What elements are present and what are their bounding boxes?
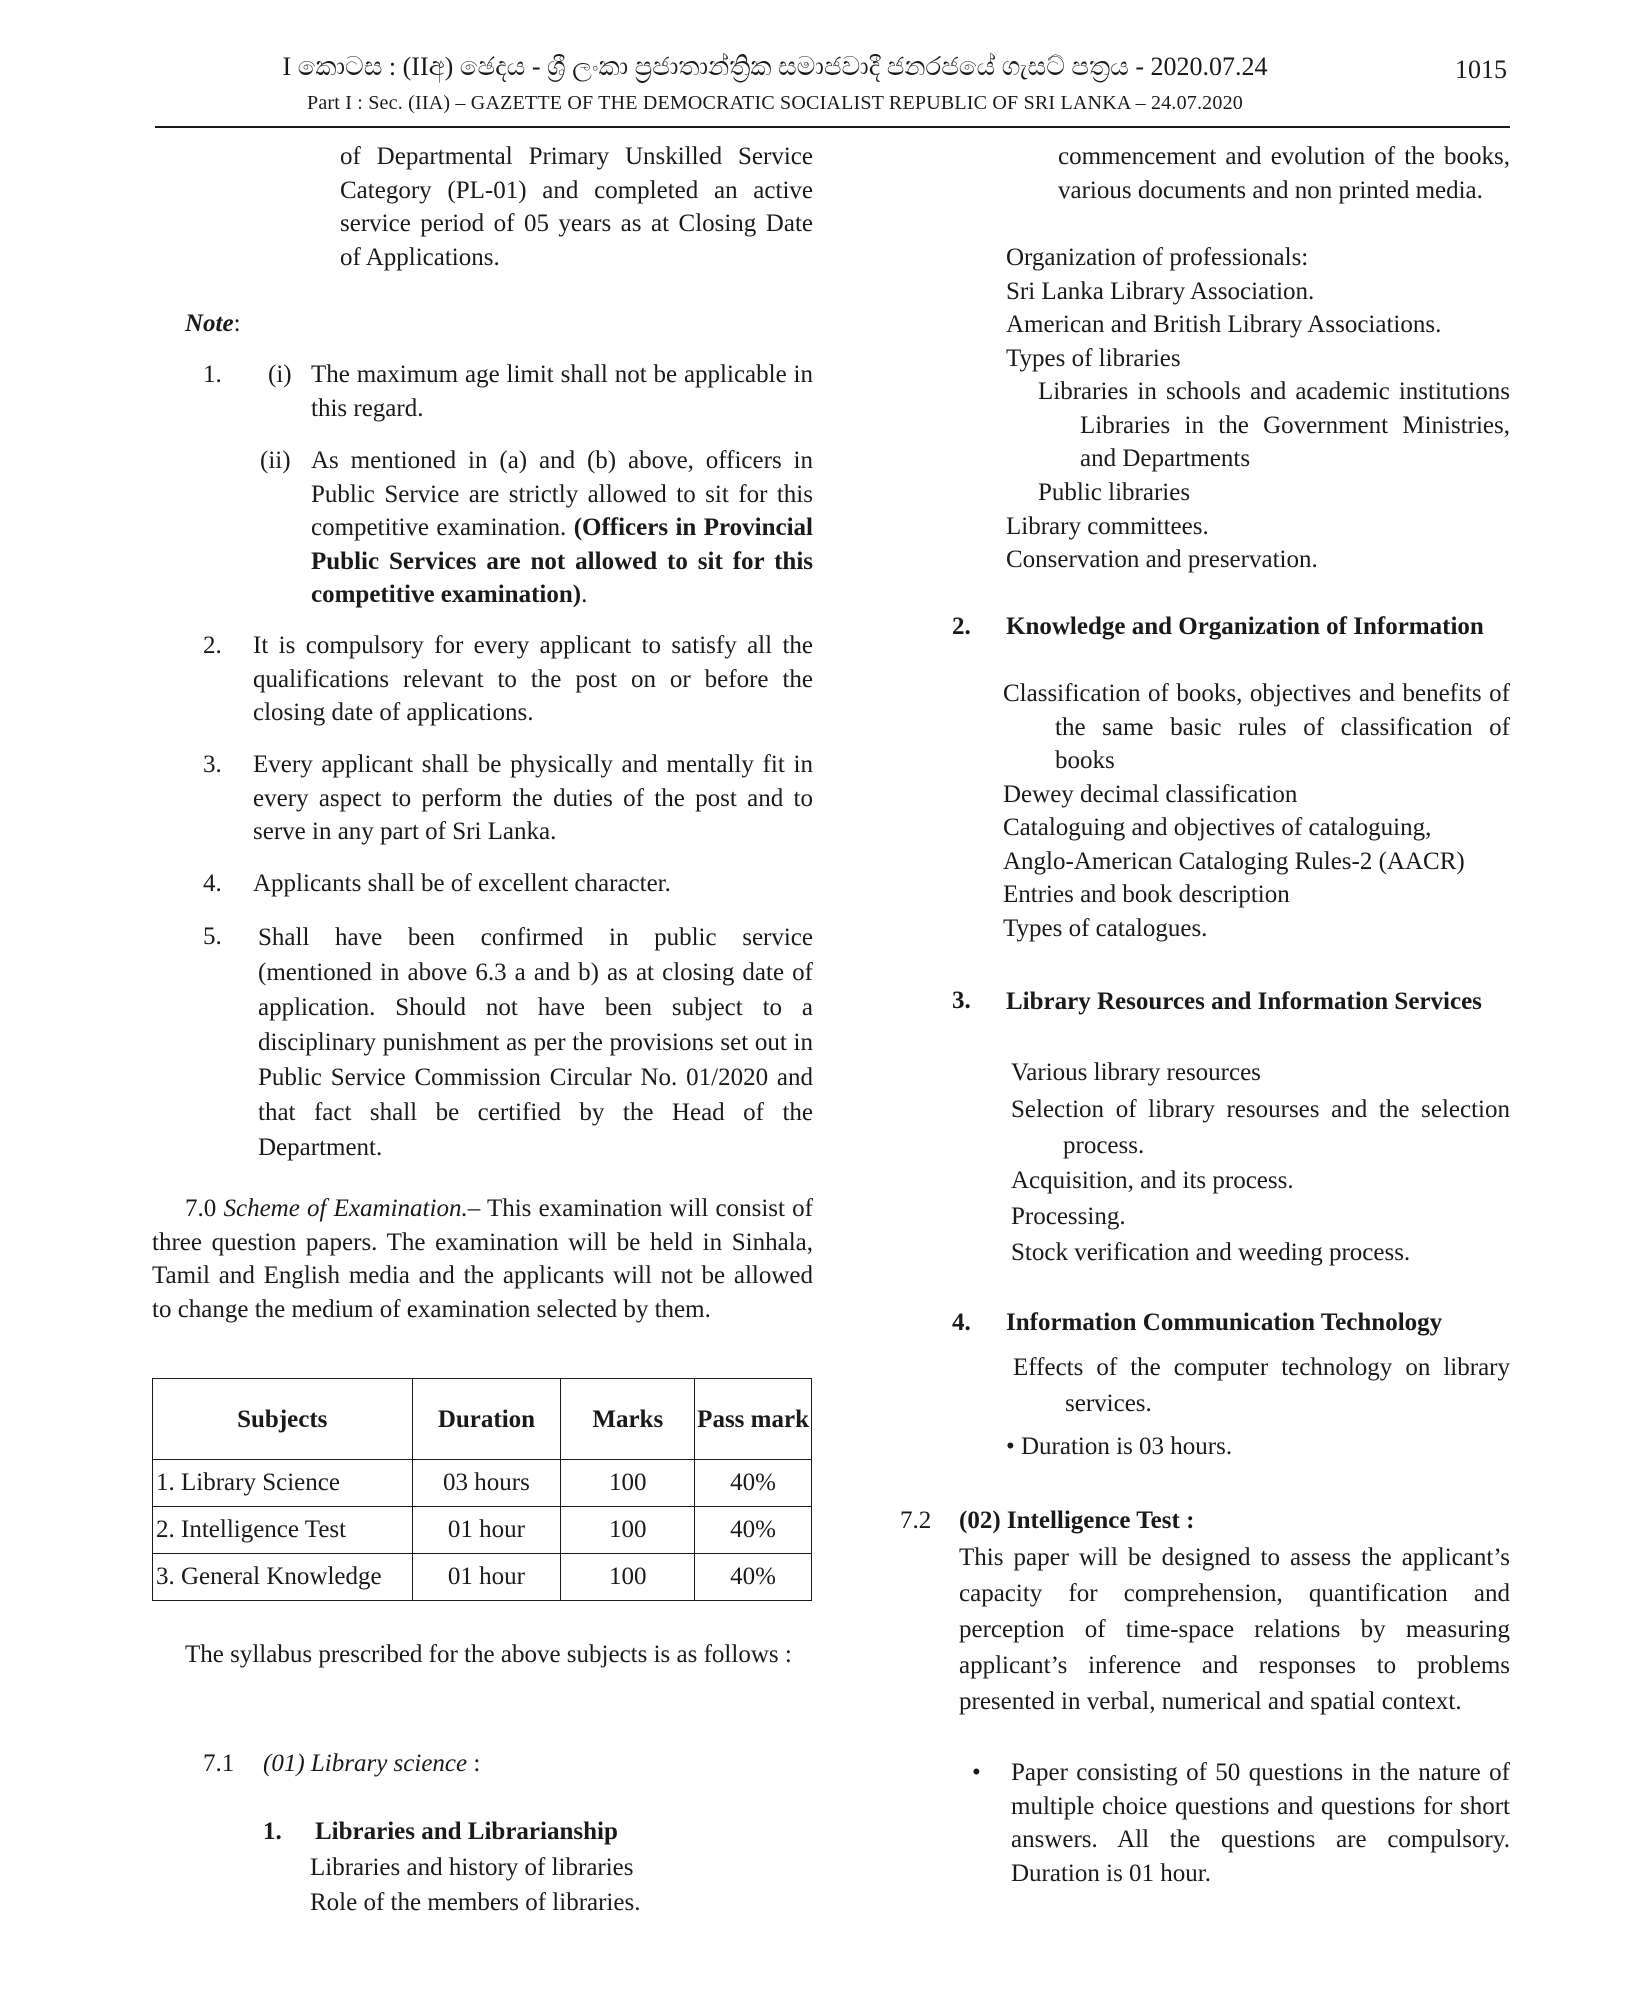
types-of-libraries: Types of libraries [1006, 345, 1181, 372]
note-5-number: 5. [203, 923, 222, 950]
table-cell: 3. General Knowledge [153, 1554, 413, 1601]
note-1-i-text: The maximum age limit shall not be applicable in this regard. [311, 361, 813, 422]
table-cell: 40% [695, 1507, 812, 1554]
table-cell: 100 [561, 1507, 695, 1554]
table-cell: 1. Library Science [153, 1460, 413, 1507]
intelligence-test-description: This paper will be designed to assess the applicant’s capacity for comprehension, quantification and perception of time-space relations by measuring applicant’s inference and responses to problems presented in verbal, numerical and spatial context. [959, 1544, 1510, 1715]
american-british-associations: American and British Library Associations. [1006, 311, 1442, 338]
section-7-2-number: 7.2 [900, 1507, 932, 1534]
commencement-text: commencement and evolution of the books, various documents and non printed media. [1058, 143, 1510, 204]
library-committees: Library committees. [1006, 513, 1209, 540]
note-1-i-number: (i) [268, 361, 292, 388]
table-cell: 100 [561, 1554, 695, 1601]
acquisition: Acquisition, and its process. [1011, 1167, 1294, 1194]
table-cell: 03 hours [412, 1460, 561, 1507]
table-header-pass-mark: Pass mark [695, 1379, 812, 1460]
table-cell: 2. Intelligence Test [153, 1507, 413, 1554]
public-libraries: Public libraries [1038, 479, 1191, 506]
table-header-subjects: Subjects [153, 1379, 413, 1460]
knowledge-number: 2. [952, 613, 971, 640]
note-heading: Note: [185, 310, 241, 337]
table-header-marks: Marks [561, 1379, 695, 1460]
note-1-ii-text: As mentioned in (a) and (b) above, officers in Public Service are strictly allowed to sit for this competitive examination. (Officers in Provincial Public Services are not allowed to sit for this competitive examination). [311, 447, 814, 608]
table-cell: 100 [561, 1460, 695, 1507]
section-7-1-number: 7.1 [203, 1750, 235, 1777]
table-cell: 40% [695, 1554, 812, 1601]
cataloguing: Cataloguing and objectives of cataloguing, [1003, 814, 1432, 841]
bullet-marker: • [972, 1759, 981, 1786]
libraries-in-schools: Libraries in schools and academic institutions Libraries in the Government Ministries, and Departments [1038, 378, 1510, 472]
sri-lanka-library-association: Sri Lanka Library Association. [1006, 278, 1315, 305]
syllabus-intro: The syllabus prescribed for the above subjects is as follows : [185, 1641, 792, 1668]
libraries-line-2: Role of the members of libraries. [310, 1889, 641, 1916]
table-cell: 40% [695, 1460, 812, 1507]
note-3-text: Every applicant shall be physically and mentally fit in every aspect to perform the duties of the post and to serve in any part of Sri Lanka. [253, 751, 813, 845]
header-sinhala: I කොටස : (IIඅ) ඡෙදය - ශ්‍රී ලංකා ප්‍රජාතාන්ත්‍රික සමාජවාදී ජනරජයේ ගැසට් පත්‍රය - 2020.07.24 [282, 52, 1268, 81]
conservation-preservation: Conservation and preservation. [1006, 546, 1318, 573]
section-7-2-title: (02) Intelligence Test : [959, 1507, 1195, 1534]
knowledge-title: Knowledge and Organization of Information [1006, 613, 1484, 640]
note-4-text: Applicants shall be of excellent character. [253, 870, 671, 897]
stock-verification: Stock verification and weeding process. [1011, 1239, 1411, 1266]
note-5-text: Shall have been confirmed in public service (mentioned in above 6.3 a and b) as at closing date of application. Should not have been subject to a disciplinary punishment as per the provisions set out in Public Service Commission Circular No. 01/2020 and that fact shall be certified by the Head of the Department. [258, 924, 813, 1161]
libraries-title: Libraries and Librarianship [315, 1818, 618, 1845]
ict-effects: Effects of the computer technology on library services. [1013, 1354, 1510, 1417]
note-4-number: 4. [203, 870, 222, 897]
libraries-number: 1. [263, 1818, 282, 1845]
page-number: 1015 [1455, 55, 1507, 84]
dewey-decimal: Dewey decimal classification [1003, 781, 1298, 808]
selection-of-resources: Selection of library resourses and the selection process. [1011, 1096, 1510, 1159]
note-2-number: 2. [203, 632, 222, 659]
aacr: Anglo-American Cataloging Rules-2 (AACR) [1003, 848, 1465, 875]
various-library-resources: Various library resources [1011, 1059, 1261, 1086]
section-7-1-title: (01) Library science : [263, 1750, 481, 1777]
scheme-of-examination: 7.0 Scheme of Examination.– This examination will consist of three question papers. The examination will be held in Sinhala, Tamil and English media and the applicants will not be allowed to change the medium of examination selected by them. [152, 1195, 813, 1323]
ict-title: Information Communication Technology [1006, 1309, 1443, 1336]
table-cell: 01 hour [412, 1507, 561, 1554]
libraries-line-1: Libraries and history of libraries [310, 1854, 634, 1881]
resources-number: 3. [952, 987, 971, 1014]
organization-of-professionals: Organization of professionals: [1006, 244, 1309, 271]
types-of-catalogues: Types of catalogues. [1003, 915, 1208, 942]
classification-of-books: Classification of books, objectives and benefits of the same basic rules of classification of books [1003, 680, 1510, 774]
intro-paragraph: of Departmental Primary Unskilled Service Category (PL-01) and completed an active service period of 05 years as at Closing Date of Applications. [340, 143, 813, 271]
entries-book-description: Entries and book description [1003, 881, 1290, 908]
ict-number: 4. [952, 1309, 971, 1336]
resources-title: Library Resources and Information Services [1006, 988, 1482, 1015]
intelligence-test-bullet: Paper consisting of 50 questions in the nature of multiple choice questions and questions for short answers. All the questions are compulsory. Duration is 01 hour. [1011, 1759, 1510, 1887]
table-cell: 01 hour [412, 1554, 561, 1601]
header-english: Part I : Sec. (IIA) – GAZETTE OF THE DEMOCRATIC SOCIALIST REPUBLIC OF SRI LANKA – 24.07.2020 [307, 92, 1243, 114]
note-2-text: It is compulsory for every applicant to satisfy all the qualifications relevant to the post on or before the closing date of applications. [253, 632, 813, 726]
table-header-duration: Duration [412, 1379, 561, 1460]
ict-duration: • Duration is 03 hours. [1006, 1433, 1233, 1460]
note-1-ii-number: (ii) [260, 447, 291, 474]
note-3-number: 3. [203, 751, 222, 778]
processing: Processing. [1011, 1203, 1126, 1230]
note-1-number: 1. [203, 361, 222, 388]
